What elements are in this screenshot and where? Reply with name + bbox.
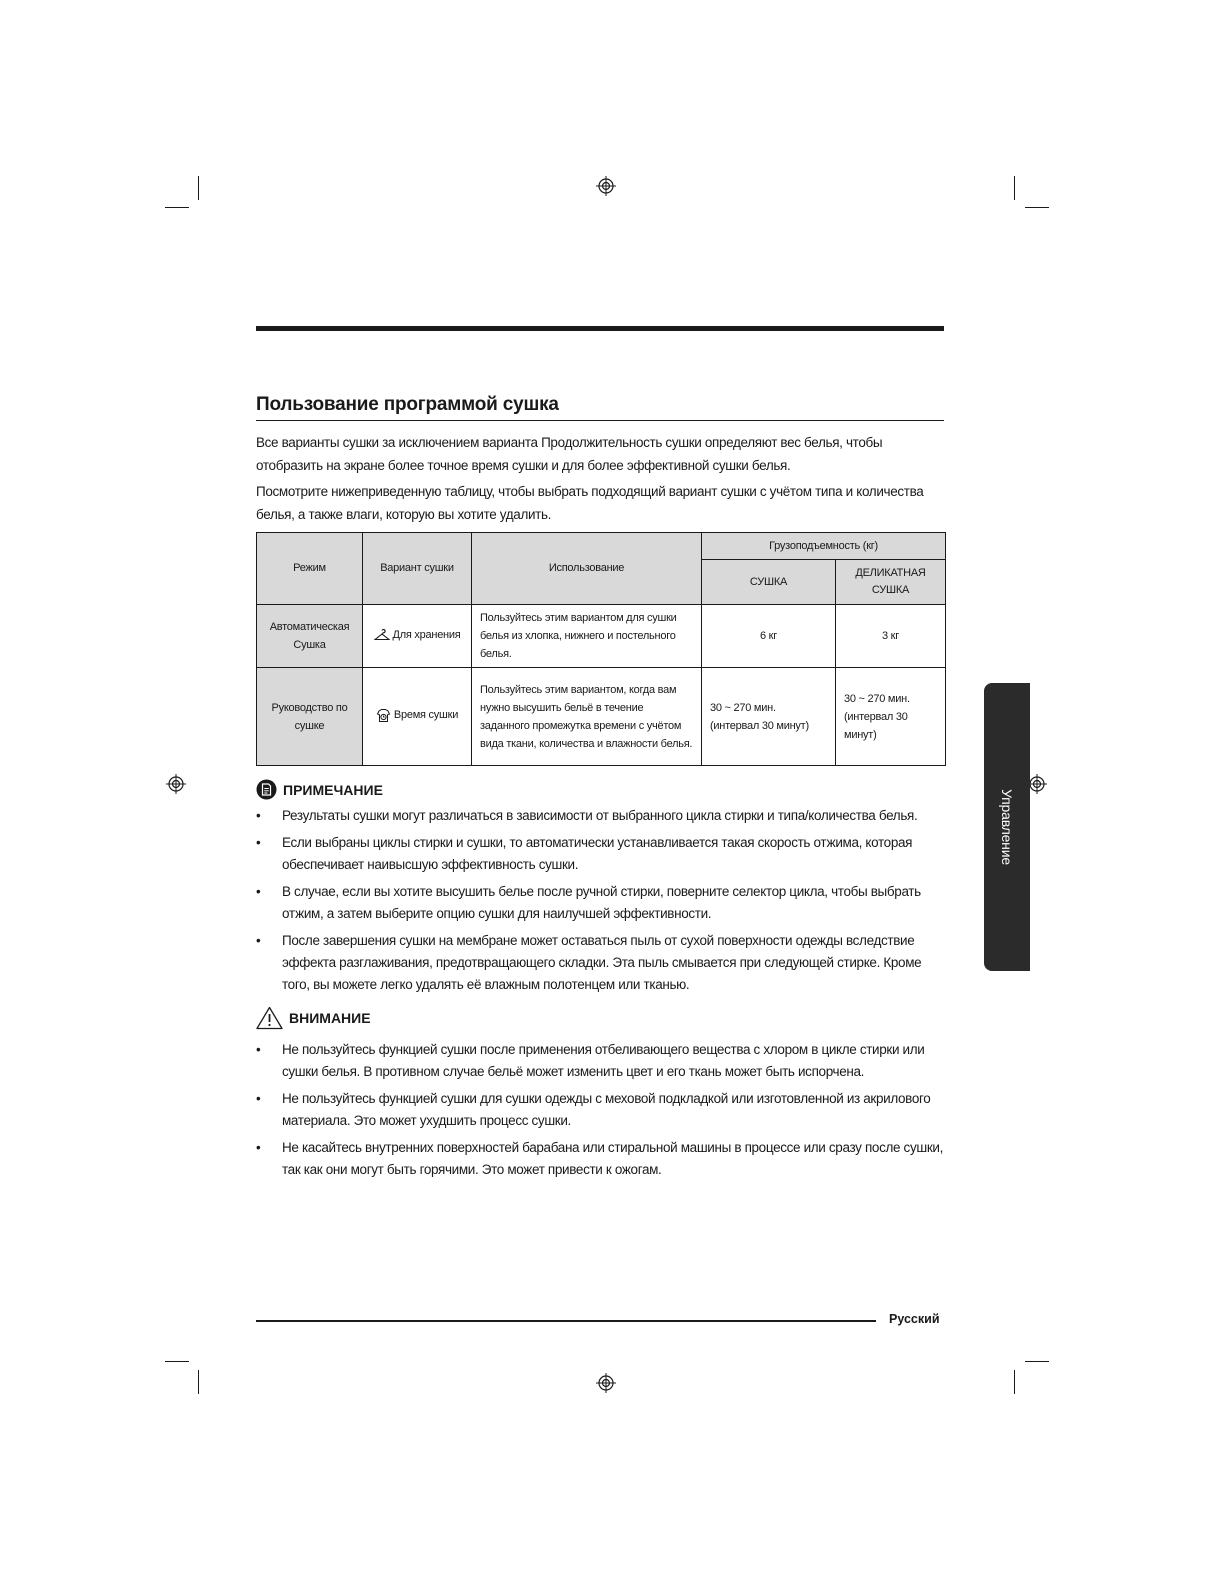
crop-mark — [1014, 176, 1015, 200]
dry-capacity-cell: 30 ~ 270 мин. (интервал 30 минут) — [702, 668, 836, 766]
header-dry: СУШКА — [702, 560, 836, 605]
timer-shirt-icon — [376, 708, 391, 723]
header-capacity: Грузоподъемность (кг) — [702, 533, 946, 560]
list-item: • После завершения сушки на мембране может оставаться пыль от сухой поверхности одежды вследствие эффекта разглаживания, предотвращающего складки. Эта пыль смывается при следующей стирке. Кроме того, вы можете легко удалять её влажным полотенцем или тканью. — [256, 930, 946, 996]
crop-mark — [198, 1370, 199, 1394]
note-icon — [256, 779, 277, 800]
caution-header — [256, 1006, 371, 1030]
intro-paragraph: Все варианты сушки за исключением варианта Продолжительность сушки определяют вес белья, чтобы отобразить на экране более точное время сушки и для более эффективной сушки белья. — [256, 435, 883, 473]
hanger-icon — [374, 629, 390, 641]
option-cell — [363, 605, 472, 668]
delicate-capacity-cell: 30 ~ 270 мин. (интервал 30 минут) — [836, 668, 946, 766]
crop-mark — [1025, 207, 1049, 208]
warning-icon — [256, 1006, 283, 1030]
caution-title: ВНИМАНИЕ — [289, 1010, 371, 1026]
page-title: Пользование программой сушка — [256, 393, 944, 421]
crop-mark — [165, 1361, 189, 1362]
table-row — [257, 605, 946, 668]
side-tab-label: Управление — [999, 789, 1015, 865]
crop-mark — [198, 176, 199, 200]
list-item: • Не пользуйтесь функцией сушки после применения отбеливающего вещества с хлором в цикле стирки или сушки белья. В противном случае бельё может изменить цвет и его ткань может быть испорчена. — [256, 1039, 946, 1083]
registration-mark-icon — [1027, 774, 1047, 794]
list-item: • Не касайтесь внутренних поверхностей барабана или стиральной машины в процессе или сразу после сушки, так как они могут быть горячими. Это может привести к ожогам. — [256, 1137, 946, 1181]
drying-options-table — [256, 532, 946, 766]
usage-cell: Пользуйтесь этим вариантом для сушки белья из хлопка, нижнего и постельного белья. — [472, 605, 702, 668]
list-item: • Результаты сушки могут различаться в зависимости от выбранного цикла стирки и типа/количества белья. — [256, 805, 946, 827]
list-item: • Если выбраны циклы стирки и сушки, то автоматически устанавливается такая скорость отжима, которая обеспечивает наивысшую эффективность сушки. — [256, 832, 946, 876]
footer-language: Русский — [889, 1312, 940, 1326]
registration-mark-icon — [596, 1373, 616, 1393]
mode-cell: Руководство по сушке — [257, 668, 363, 766]
caution-list — [256, 1039, 946, 1186]
header-mode: Режим — [257, 533, 363, 605]
crop-mark — [1025, 1361, 1049, 1362]
mode-cell: Автоматическая Сушка — [257, 605, 363, 668]
option-label: Время сушки — [393, 709, 459, 721]
registration-mark-icon — [166, 774, 186, 794]
registration-mark-icon — [596, 176, 616, 196]
list-item: • В случае, если вы хотите высушить белье после ручной стирки, поверните селектор цикла, чтобы выбрать отжим, а затем выберите опцию сушки для наилучшей эффективности. — [256, 881, 946, 925]
option-label: Для хранения — [392, 628, 461, 641]
note-header — [256, 779, 383, 800]
option-cell — [363, 668, 472, 766]
header-delicate: ДЕЛИКАТНАЯ СУШКА — [836, 560, 946, 605]
header-option: Вариант сушки — [363, 533, 472, 605]
crop-mark — [1014, 1370, 1015, 1394]
intro-paragraph: Посмотрите нижеприведенную таблицу, чтобы выбрать подходящий вариант сушки с учётом типа и количества белья, а также влаги, которую вы хотите удалить. — [256, 484, 924, 522]
note-list — [256, 805, 946, 1001]
note-title: ПРИМЕЧАНИЕ — [283, 781, 383, 798]
table-row — [257, 668, 946, 766]
usage-cell: Пользуйтесь этим вариантом, когда вам нужно высушить бельё в течение заданного промежутка времени с учётом вида ткани, количества и влажности белья. — [472, 668, 702, 766]
top-rule — [256, 326, 944, 331]
header-usage: Использование — [472, 533, 702, 605]
section-side-tab — [984, 683, 1030, 971]
footer-rule — [256, 1320, 876, 1322]
dry-capacity-cell: 6 кг — [702, 605, 836, 668]
delicate-capacity-cell: 3 кг — [836, 605, 946, 668]
crop-mark — [165, 207, 189, 208]
list-item: • Не пользуйтесь функцией сушки для сушки одежды с меховой подкладкой или изготовленной из акрилового материала. Это может ухудшить процесс сушки. — [256, 1088, 946, 1132]
